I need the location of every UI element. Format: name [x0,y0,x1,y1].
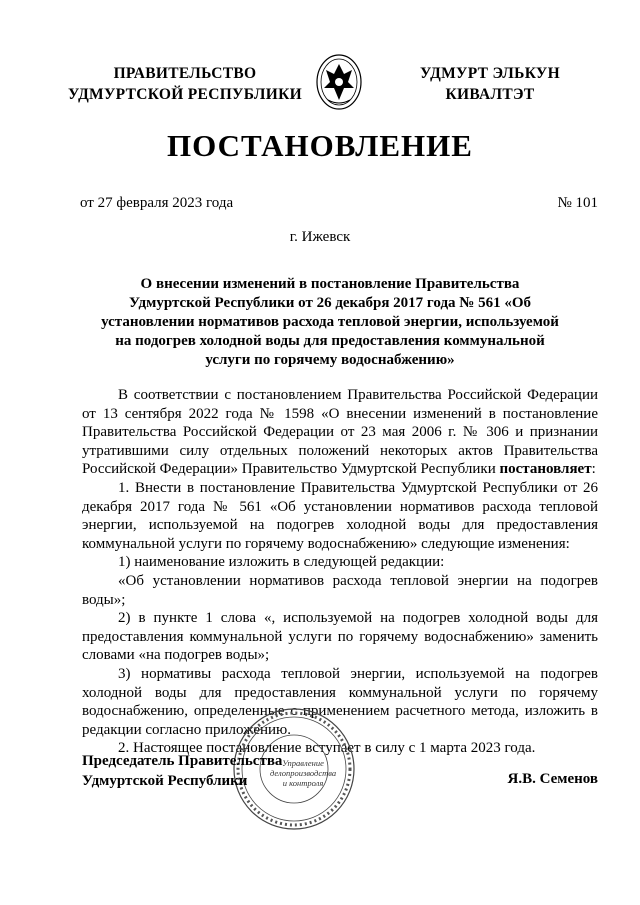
item-1: 1. Внести в постановление Правительства Удмуртской Республики от 26 декабря 2017 года № 561 «Об установлении нормативов расхода тепловой энергии, используемой на подогрев холодной воды для предоставления коммунальной услуги по горячему водоснабжению» следующие изменения: [82,479,598,552]
signature-position [82,751,282,791]
stamp-line2: делопроизводства [270,768,337,778]
signature-name: Я.В. Семенов [507,771,598,787]
document-number: № 101 [557,195,598,211]
stamp-line3: и контроля [282,778,324,788]
item-1-1-quote: «Об установлении нормативов расхода тепловой энергии на подогрев воды»; [82,572,598,608]
org-right-line1: УДМУРТ ЭЛЬКУН [420,65,560,82]
item-1-1: 1) наименование изложить в следующей редакции: [118,554,445,571]
org-right-line2: КИВАЛТЭТ [445,86,535,103]
item-2: 2. Настоящее постановление вступает в силу с 1 марта 2023 года. [118,740,536,757]
signature-position-line2: Удмуртской Республики [82,773,248,789]
org-name-russian [60,63,310,105]
item-1-3: 3) нормативы расхода тепловой энергии, используемой на подогрев холодной воды для предоставления коммунальной услуги по горячему водоснабжению, определенные с применением расчетного метода, изложить в редакции согласно приложению. [82,665,598,738]
org-left-line1: ПРАВИТЕЛЬСТВО [113,65,257,82]
document-subject: О внесении изменений в постановление Правительства Удмуртской Республики от 26 декабря 2017 года № 561 «Об установлении нормативов расхода тепловой энергии, используемой на подогрев холодной воды для предоставления коммунальной услуги по горячему водоснабжению» [101,276,559,368]
item-1-2: 2) в пункте 1 слова «, используемой на подогрев холодной воды для предоставления коммунальной услуги по горячему водоснабжению» заменить словами «на подогрев воды»; [82,610,598,664]
preamble-end: : [591,461,596,478]
preamble-bold: постановляет [499,461,592,478]
coat-of-arms-icon [314,52,364,112]
document-city: г. Ижевск [289,229,351,245]
signature-position-line1: Председатель Правительства [82,753,283,769]
document-title: ПОСТАНОВЛЕНИЕ [167,128,473,163]
document-body [82,386,598,758]
document-date: от 27 февраля 2023 года [80,195,234,211]
stamp-line1: Управление [282,758,324,768]
org-left-line2: УДМУРТСКОЙ РЕСПУБЛИКИ [67,86,302,103]
preamble-paragraph [82,386,598,479]
preamble-text: В соответствии с постановлением Правительства Российской Федерации от 13 сентября 2022 года № 1598 «О внесении изменений в постановление Правительства Российской Федерации от 23 мая 2006 г. № 306 и признании утратившими силу отдельных положений некоторых актов Правительства Российской Федерации» Правительство Удмуртской Республики [82,387,598,478]
org-name-udmurt [405,63,575,105]
